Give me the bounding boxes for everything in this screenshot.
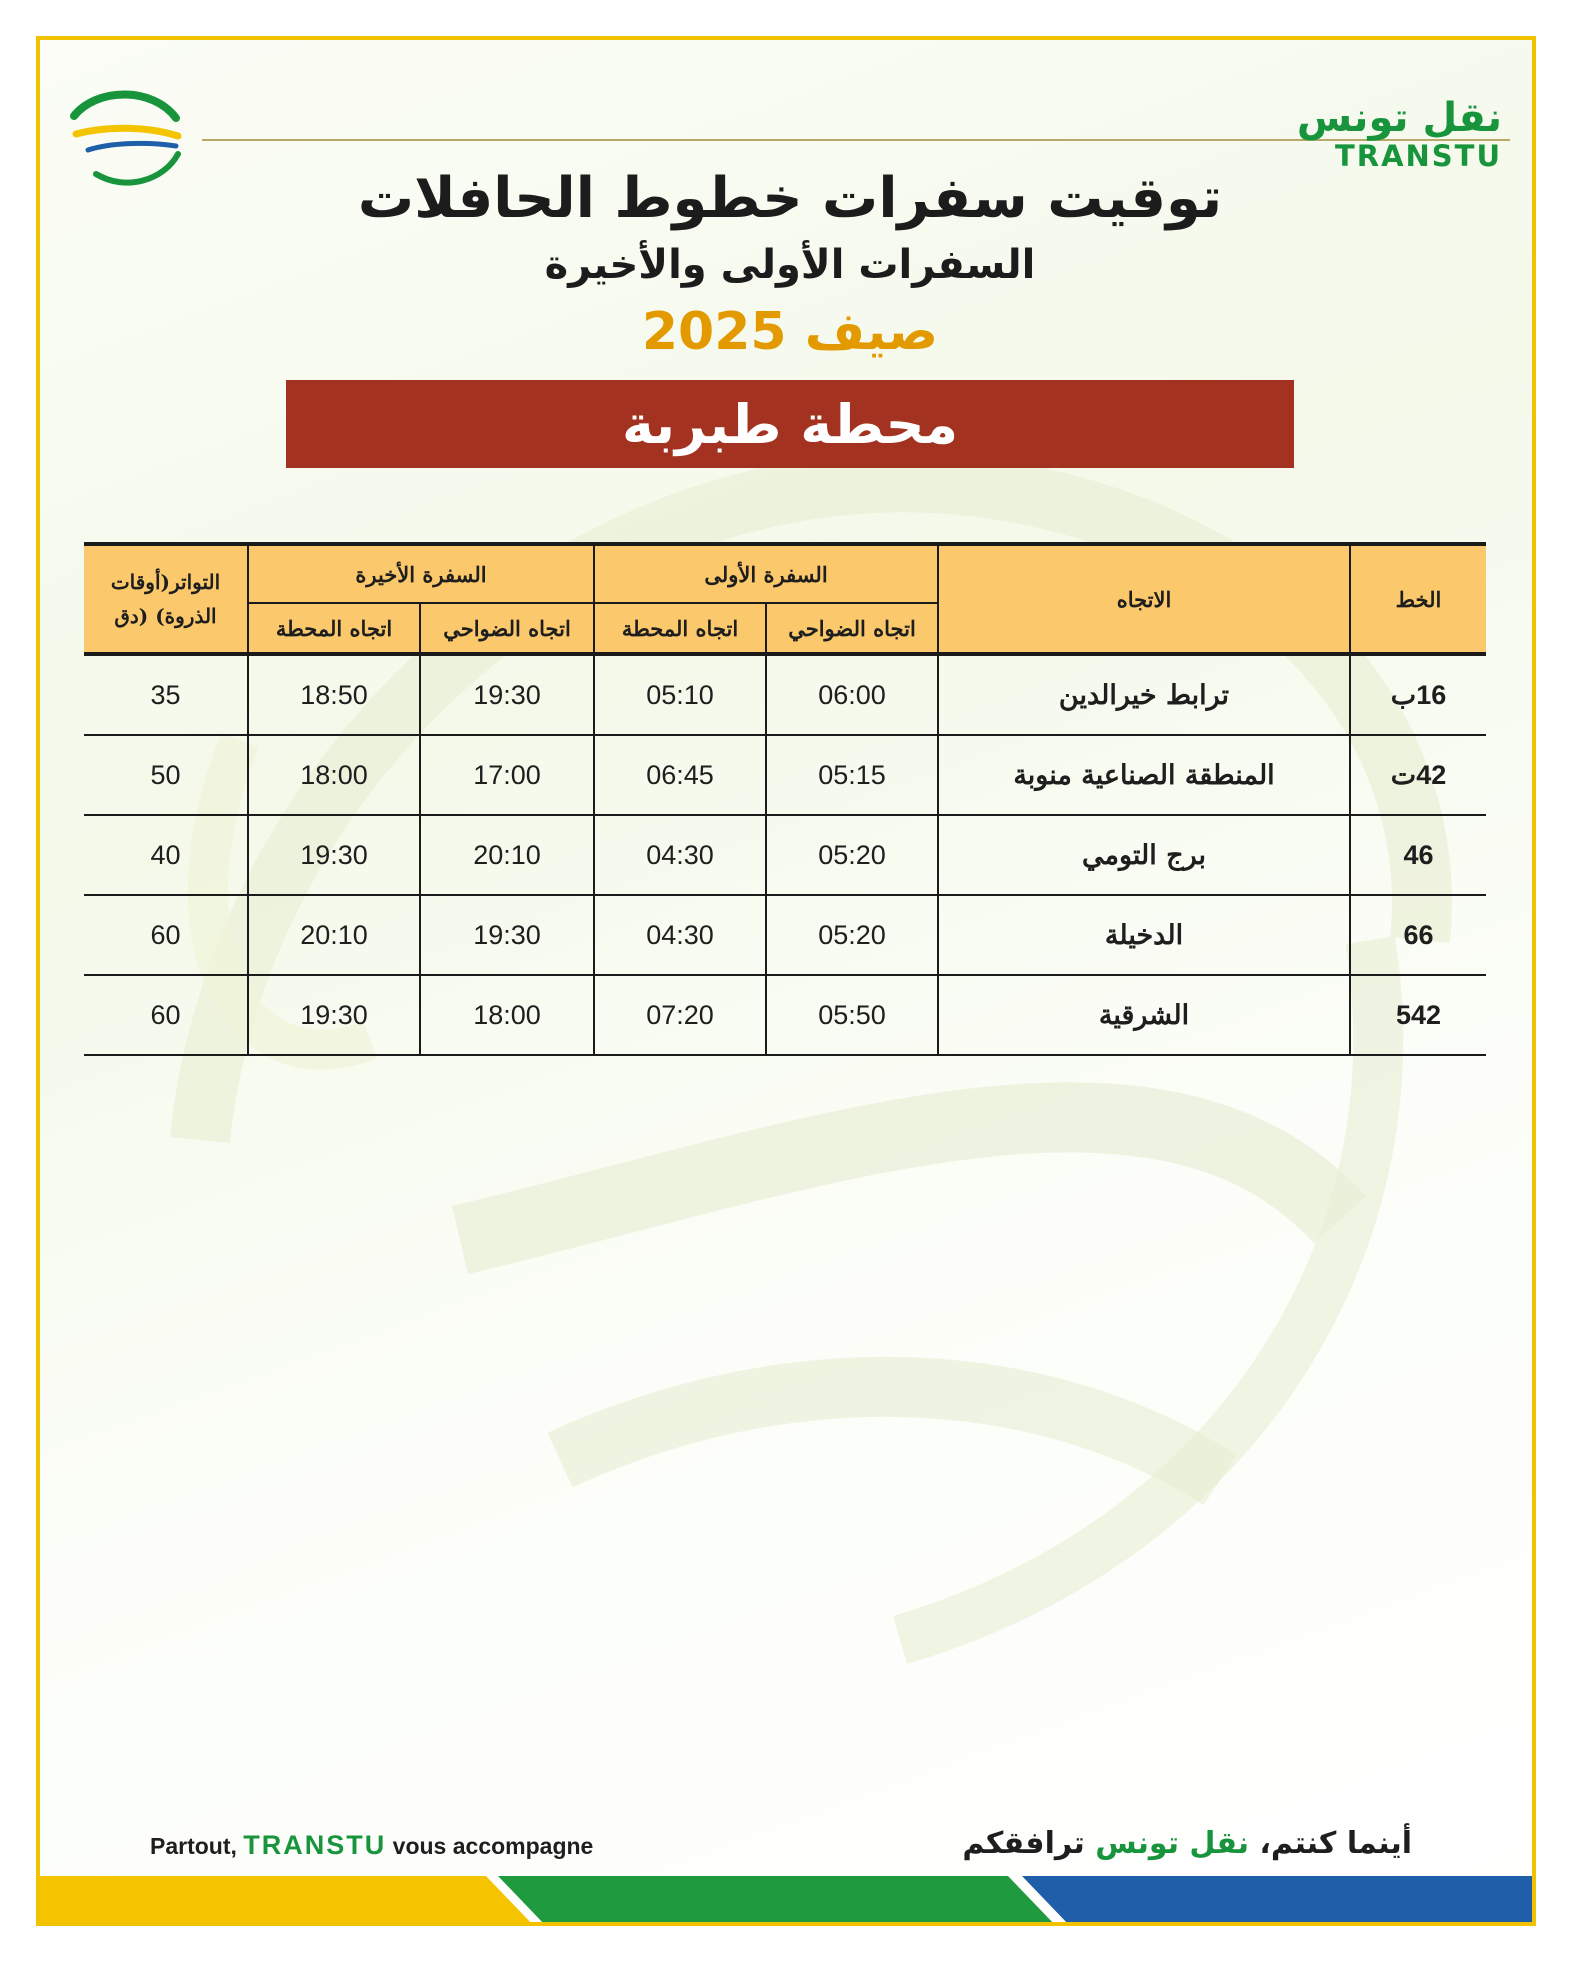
- header-first-trip: السفرة الأولى: [594, 544, 938, 603]
- header-first-to-suburbs: اتجاه الضواحي: [766, 603, 938, 654]
- station-banner: [286, 380, 1294, 468]
- line-direction: ترابط خيرالدين: [938, 654, 1350, 735]
- page-subtitle: السفرات الأولى والأخيرة: [544, 242, 1036, 288]
- line-direction: الدخيلة: [938, 895, 1350, 975]
- last-trip-suburbs: 20:10: [420, 815, 594, 895]
- last-trip-suburbs: 19:30: [420, 895, 594, 975]
- table-row: [84, 815, 1486, 895]
- schedule-table: [84, 542, 1486, 1056]
- line-direction: الشرقية: [938, 975, 1350, 1055]
- last-trip-suburbs: 19:30: [420, 654, 594, 735]
- footer-color-stripes: [40, 1876, 1536, 1926]
- brand-latin: TRANSTU: [1334, 139, 1502, 173]
- page-title: توقيت سفرات خطوط الحافلات: [357, 166, 1223, 231]
- station-name: محطة طبربة: [621, 392, 959, 456]
- poster-frame: [36, 36, 1536, 1926]
- line-number: 542: [1350, 975, 1486, 1055]
- first-trip-station: 04:30: [594, 815, 766, 895]
- table-row: [84, 654, 1486, 735]
- header-last-to-suburbs: اتجاه الضواحي: [420, 603, 594, 654]
- season-label: صيف 2025: [641, 302, 939, 362]
- table-row: [84, 975, 1486, 1055]
- footer-slogan-arabic: [962, 1826, 1412, 1861]
- header-last-to-station: اتجاه المحطة: [248, 603, 420, 654]
- footer-ar-after: ترافقكم: [962, 1826, 1085, 1861]
- first-trip-suburbs: 06:00: [766, 654, 938, 735]
- table-row: [84, 735, 1486, 815]
- line-direction: المنطقة الصناعية منوبة: [938, 735, 1350, 815]
- first-trip-suburbs: 05:20: [766, 895, 938, 975]
- first-trip-suburbs: 05:20: [766, 815, 938, 895]
- header-line: الخط: [1350, 544, 1486, 654]
- last-trip-station: 19:30: [248, 975, 420, 1055]
- transtu-wordmark: [1297, 96, 1502, 172]
- header-last-trip: السفرة الأخيرة: [248, 544, 594, 603]
- footer-fr-after: vous accompagne: [392, 1833, 594, 1859]
- first-trip-station: 06:45: [594, 735, 766, 815]
- stripe-blue: [1022, 1876, 1536, 1926]
- header-first-to-station: اتجاه المحطة: [594, 603, 766, 654]
- header-direction: الاتجاه: [938, 544, 1350, 654]
- line-number: 16ب: [1350, 654, 1486, 735]
- frequency: 60: [84, 975, 248, 1055]
- footer-slogan-french: [150, 1830, 593, 1861]
- footer-ar-brand: نقل تونس: [1095, 1826, 1250, 1861]
- stripe-yellow: [40, 1876, 534, 1926]
- table-row: [84, 895, 1486, 975]
- last-trip-station: 18:00: [248, 735, 420, 815]
- frequency: 35: [84, 654, 248, 735]
- frequency: 50: [84, 735, 248, 815]
- first-trip-station: 07:20: [594, 975, 766, 1055]
- footer-ar-before: أينما كنتم،: [1259, 1826, 1412, 1861]
- header-frequency-line1: التواتر(أوقات: [110, 570, 221, 594]
- first-trip-suburbs: 05:50: [766, 975, 938, 1055]
- footer-fr-brand: TRANSTU: [243, 1830, 387, 1860]
- header-frequency: [84, 544, 248, 654]
- first-trip-suburbs: 05:15: [766, 735, 938, 815]
- footer-fr-before: Partout,: [150, 1833, 237, 1859]
- line-number: 66: [1350, 895, 1486, 975]
- last-trip-suburbs: 18:00: [420, 975, 594, 1055]
- brand-arabic: نقل تونس: [1296, 95, 1502, 141]
- last-trip-suburbs: 17:00: [420, 735, 594, 815]
- stripe-green: [498, 1876, 1056, 1926]
- first-trip-station: 04:30: [594, 895, 766, 975]
- last-trip-station: 20:10: [248, 895, 420, 975]
- line-direction: برج التومي: [938, 815, 1350, 895]
- last-trip-station: 19:30: [248, 815, 420, 895]
- line-number: 46: [1350, 815, 1486, 895]
- header-frequency-line2: الذروة) (دق: [114, 604, 217, 628]
- frequency: 40: [84, 815, 248, 895]
- frequency: 60: [84, 895, 248, 975]
- last-trip-station: 18:50: [248, 654, 420, 735]
- first-trip-station: 05:10: [594, 654, 766, 735]
- line-number: 42ت: [1350, 735, 1486, 815]
